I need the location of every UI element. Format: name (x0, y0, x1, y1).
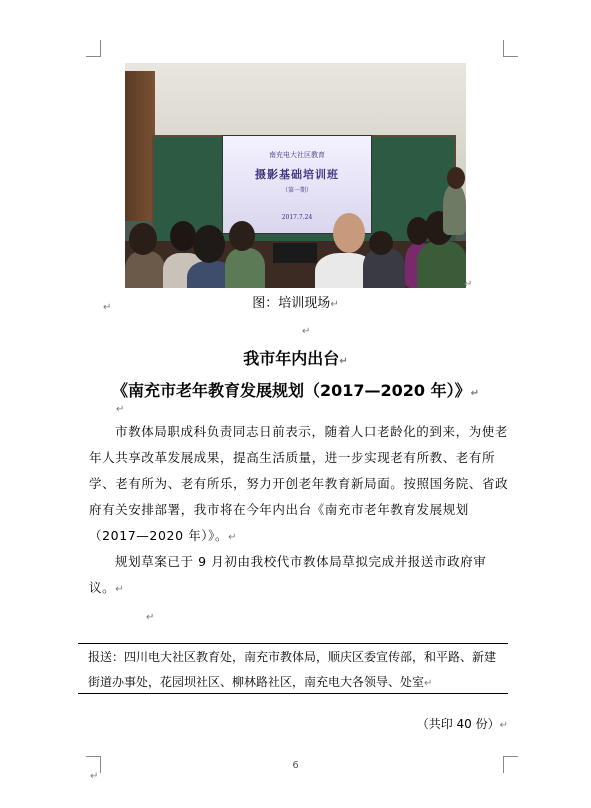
person (333, 213, 365, 253)
page-number-text: 6 (292, 760, 299, 771)
paragraph-mark: ↵ (90, 771, 99, 782)
person (125, 251, 165, 288)
screen-line-3: （第一期） (281, 187, 312, 194)
divider-top (78, 643, 508, 644)
person (225, 248, 265, 288)
paragraph-mark: ↵ (302, 326, 311, 337)
paragraph-mark: ↵ (103, 302, 112, 313)
headline-text-2: 《南充市老年教育发展规划（2017—2020 年）》 (111, 381, 471, 400)
photo-monitor (273, 243, 317, 263)
person (369, 231, 393, 255)
body-paragraph-2-text: 规划草案已于 9 月初由我校代市教体局草拟完成并报送市政府审议。 (89, 554, 487, 595)
crop-mark-top-left (86, 40, 101, 57)
body-paragraph-1-text: 市教体局职成科负责同志日前表示，随着人口老龄化的到来，为使老年人共享改革发展成果，提高生活质量，进一步实现老有所教、老有所学、老有所为、老有所乐，努力开创老年教育新局面。按照国务院、省政府有关安排部署，我市将在今年内出台《南充市老年教育发展规划（2017—2020 年）》。 (89, 424, 509, 543)
caption-text: 图：培训现场 (252, 296, 331, 311)
headline-text-1: 我市年内出台 (243, 349, 340, 368)
divider-bottom (78, 693, 508, 694)
page-number (0, 760, 591, 771)
paragraph-mark: ↵ (339, 356, 348, 367)
paragraph-mark: ↵ (464, 279, 473, 290)
screen-line-4: 2017.7.24 (281, 214, 313, 221)
person (129, 223, 157, 255)
screen-line-2: 摄影基础培训班 (255, 168, 339, 181)
photo-caption (0, 292, 591, 311)
person (229, 221, 255, 251)
training-photo (125, 63, 466, 288)
person (447, 167, 465, 189)
distribution-list (88, 645, 506, 696)
headline-line-2 (0, 378, 591, 401)
photo-door (125, 71, 155, 221)
crop-mark-top-right (503, 40, 518, 57)
paragraph-mark: ↵ (499, 720, 508, 731)
person (443, 185, 466, 235)
body-paragraph-1 (89, 419, 509, 551)
person (193, 225, 225, 263)
paragraph-mark: ↵ (146, 612, 155, 623)
print-count-text: （共印 40 份） (416, 717, 500, 731)
headline-line-1 (0, 346, 591, 369)
paragraph-mark: ↵ (470, 388, 480, 399)
paragraph-mark: ↵ (228, 532, 238, 543)
paragraph-mark: ↵ (116, 404, 125, 415)
person (417, 241, 466, 288)
paragraph-mark: ↵ (424, 678, 433, 689)
body-paragraph-2 (89, 549, 509, 603)
screen-line-1: 南充电大社区教育 (269, 151, 325, 159)
print-count (380, 715, 508, 732)
paragraph-mark: ↵ (330, 299, 339, 310)
person (170, 221, 196, 251)
paragraph-mark: ↵ (115, 584, 125, 595)
distribution-text: 报送：四川电大社区教育处，南充市教体局，顺庆区委宣传部，和平路、新建街道办事处，花园坝社区、柳林路社区，南充电大各领导、处室 (88, 650, 497, 689)
